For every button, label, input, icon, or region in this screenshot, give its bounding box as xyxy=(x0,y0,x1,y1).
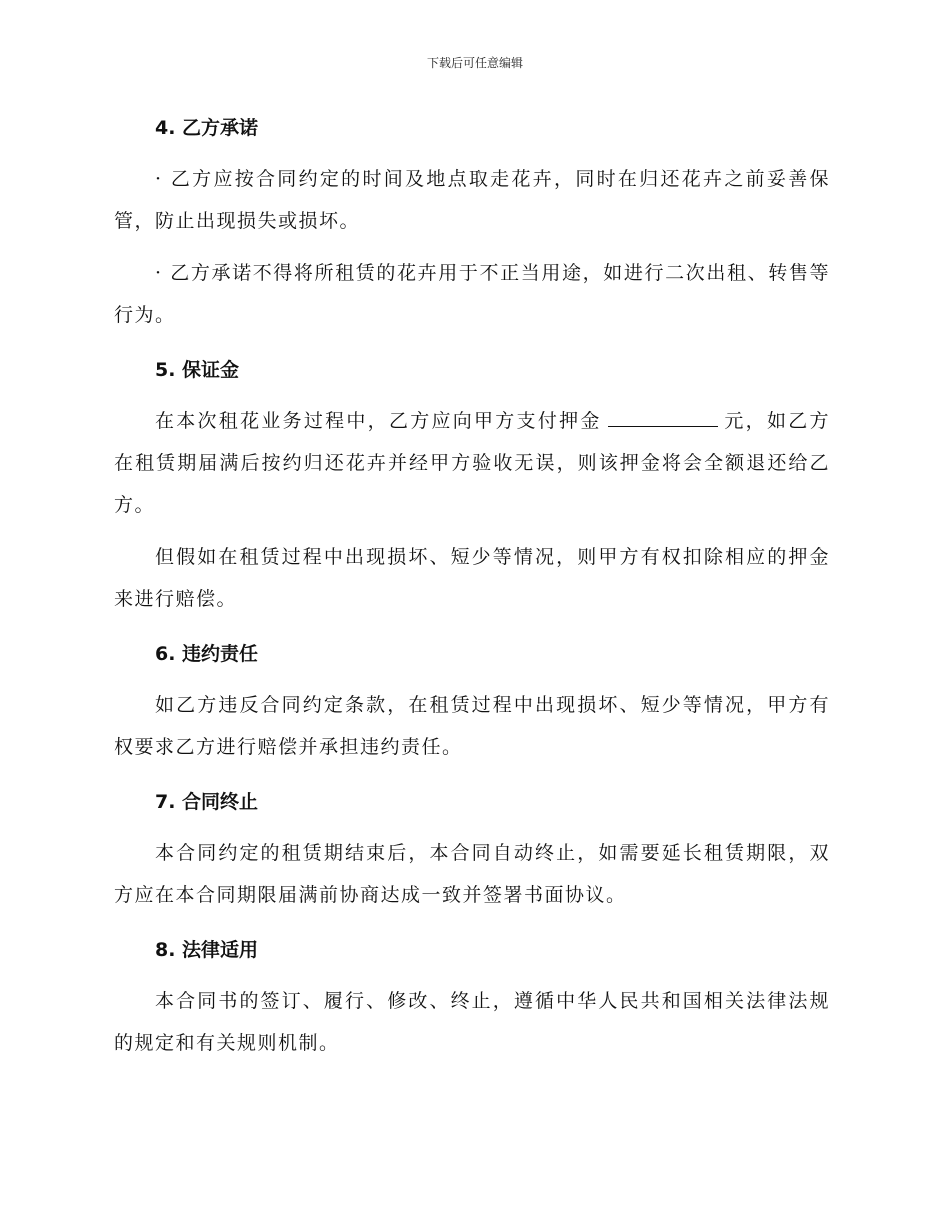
deposit-paragraph xyxy=(114,400,830,526)
paragraph: 本合同书的签订、履行、修改、终止，遵循中华人民共和国相关法律法规的规定和有关规则机制。 xyxy=(114,990,830,1054)
section-title: 8. 法律适用 xyxy=(155,939,259,961)
section-title: 6. 违约责任 xyxy=(155,643,259,665)
paragraph: · 乙方应按合同约定的时间及地点取走花卉，同时在归还花卉之前妥善保管，防止出现损失或损坏。 xyxy=(114,168,830,232)
deposit-amount-blank[interactable] xyxy=(608,408,718,427)
paragraph: · 乙方承诺不得将所租赁的花卉用于不正当用途，如进行二次出租、转售等行为。 xyxy=(114,262,830,326)
section-6 xyxy=(114,634,830,768)
section-8 xyxy=(114,930,830,1064)
section-title: 7. 合同终止 xyxy=(155,791,259,813)
deposit-text-before: 在本次租花业务过程中，乙方应向甲方支付押金 xyxy=(155,410,602,432)
deposit-text-after: 元，如乙方在租赁期届满后按约归还花卉并经甲方验收无误，则该押金将会全额退还给乙方。 xyxy=(114,410,830,516)
section-7 xyxy=(114,782,830,916)
section-title: 4. 乙方承诺 xyxy=(155,117,259,139)
section-4 xyxy=(114,108,830,336)
section-5 xyxy=(114,350,830,620)
page-header-note: 下载后可任意编辑 xyxy=(426,56,523,70)
paragraph: 本合同约定的租赁期结束后，本合同自动终止，如需要延长租赁期限，双方应在本合同期限届满前协商达成一致并签署书面协议。 xyxy=(114,842,830,906)
paragraph: 但假如在租赁过程中出现损坏、短少等情况，则甲方有权扣除相应的押金来进行赔偿。 xyxy=(114,546,830,610)
paragraph: 如乙方违反合同约定条款，在租赁过程中出现损坏、短少等情况，甲方有权要求乙方进行赔偿并承担违约责任。 xyxy=(114,694,830,758)
section-title: 5. 保证金 xyxy=(155,359,240,381)
document-body xyxy=(114,108,830,1074)
